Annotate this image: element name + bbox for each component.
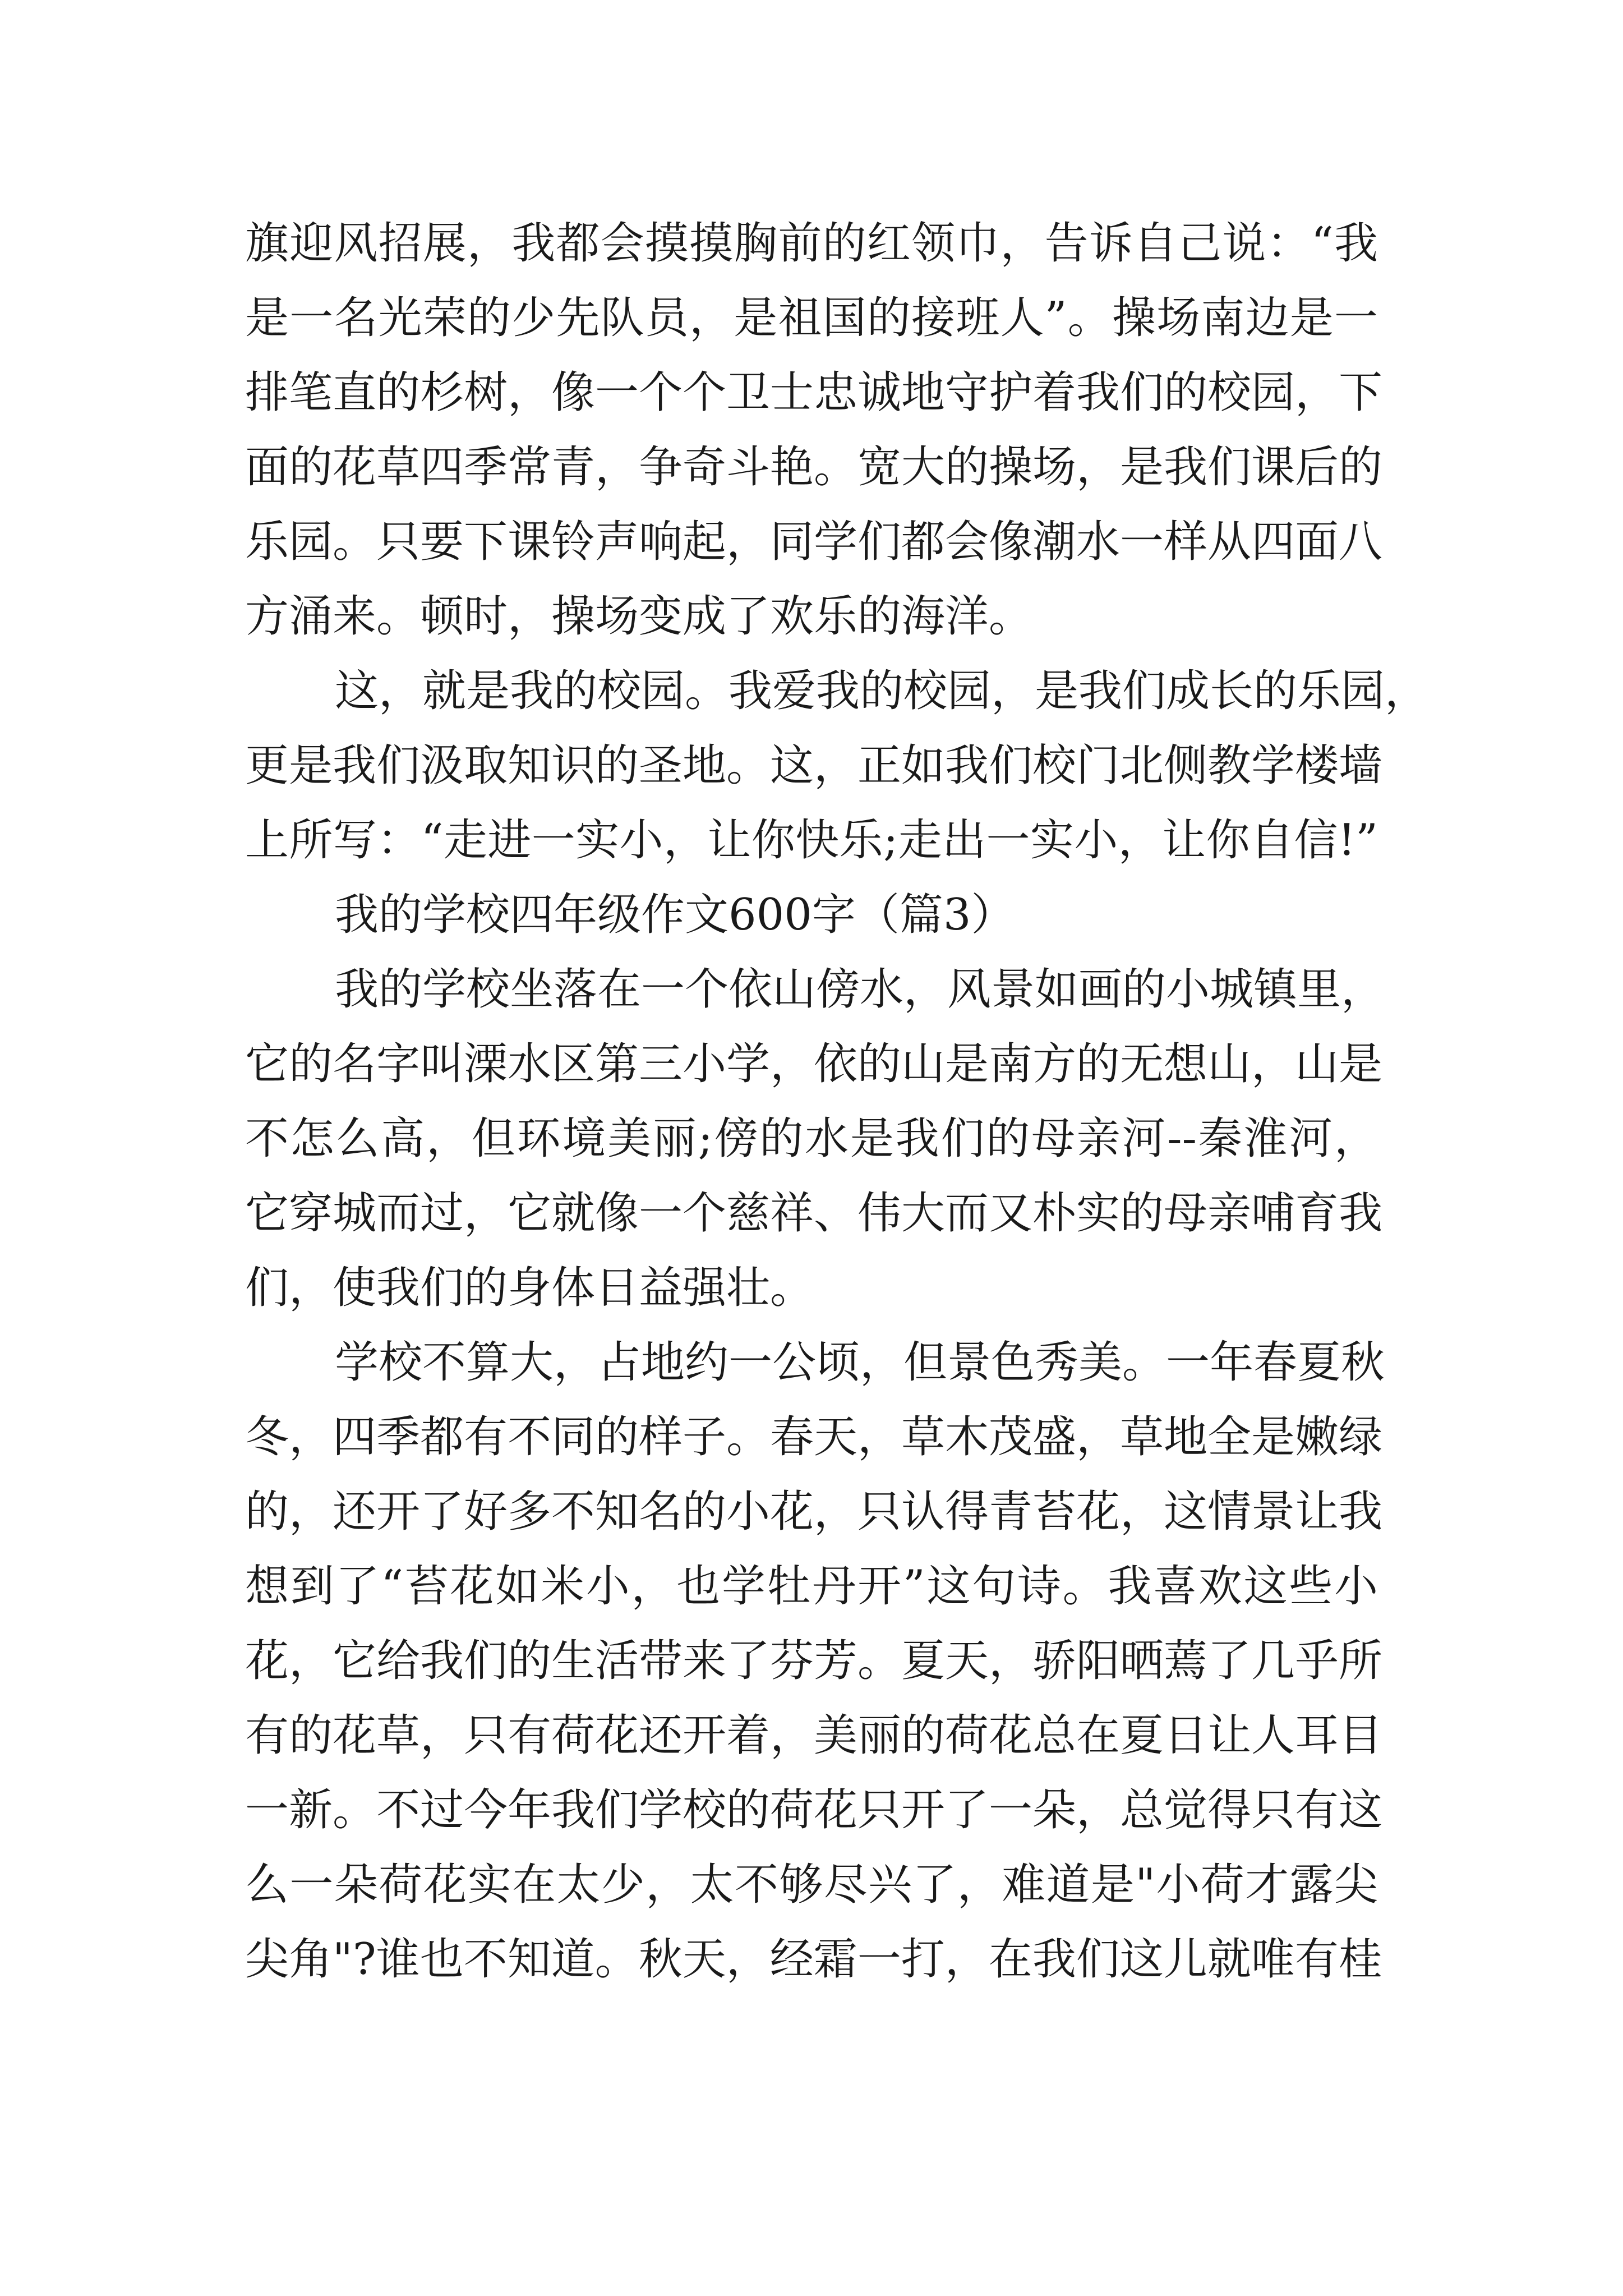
text-line: 旗迎风招展，我都会摸摸胸前的红领巾，告诉自己说：“我 [245, 218, 1378, 269]
text-line: 它穿城而过，它就像一个慈祥、伟大而又朴实的母亲哺育我 [245, 1188, 1383, 1239]
text-line: 有的花草，只有荷花还开着，美丽的荷花总在夏日让人耳目 [245, 1710, 1383, 1761]
text-line: 乐园。只要下课铃声响起，同学们都会像潮水一样从四面八 [245, 517, 1383, 567]
text-line: 冬，四季都有不同的样子。春天，草木茂盛，草地全是嫩绿 [245, 1412, 1383, 1462]
text-line: 想到了“苔花如米小，也学牡丹开”这句诗。我喜欢这些小 [245, 1561, 1378, 1612]
text-line: 方涌来。顿时，操场变成了欢乐的海洋。 [245, 591, 1033, 642]
text-line: 一新。不过今年我们学校的荷花只开了一朵，总觉得只有这 [245, 1785, 1383, 1835]
section-heading: 我的学校四年级作文600字（篇3） [335, 890, 1015, 940]
text-line: 我的学校坐落在一个依山傍水，风景如画的小城镇里， [335, 964, 1385, 1015]
text-line: 上所写：“走进一实小，让你快乐;走出一实小，让你自信!” [245, 815, 1378, 866]
text-line: 排笔直的杉树，像一个个卫士忠诚地守护着我们的校园，下 [245, 367, 1383, 418]
text-line: 花，它给我们的生活带来了芬芳。夏天，骄阳晒蔫了几乎所 [245, 1636, 1383, 1686]
text-line: 不怎么高，但环境美丽;傍的水是我们的母亲河--秦淮河， [245, 1114, 1378, 1164]
text-line: 学校不算大，占地约一公顷，但景色秀美。一年春夏秋 [335, 1337, 1385, 1388]
text-line: 更是我们汲取知识的圣地。这，正如我们校门北侧教学楼墙 [245, 740, 1383, 791]
text-line: 尖角"?谁也不知道。秋天，经霜一打，在我们这儿就唯有桂 [245, 1934, 1382, 1985]
text-line: 面的花草四季常青，争奇斗艳。宽大的操场，是我们课后的 [245, 442, 1383, 493]
text-line: 这，就是我的校园。我爱我的校园，是我们成长的乐园， [335, 666, 1429, 716]
text-line: 们，使我们的身体日益强壮。 [245, 1263, 814, 1313]
text-line: 它的名字叫溧水区第三小学，依的山是南方的无想山，山是 [245, 1039, 1383, 1089]
text-line: 是一名光荣的少先队员，是祖国的接班人”。操场南边是一 [245, 293, 1378, 343]
text-line: 的，还开了好多不知名的小花，只认得青苔花，这情景让我 [245, 1487, 1383, 1537]
text-line: 么一朵荷花实在太少，太不够尽兴了，难道是"小荷才露尖 [245, 1860, 1378, 1910]
document-body [245, 206, 1429, 1997]
